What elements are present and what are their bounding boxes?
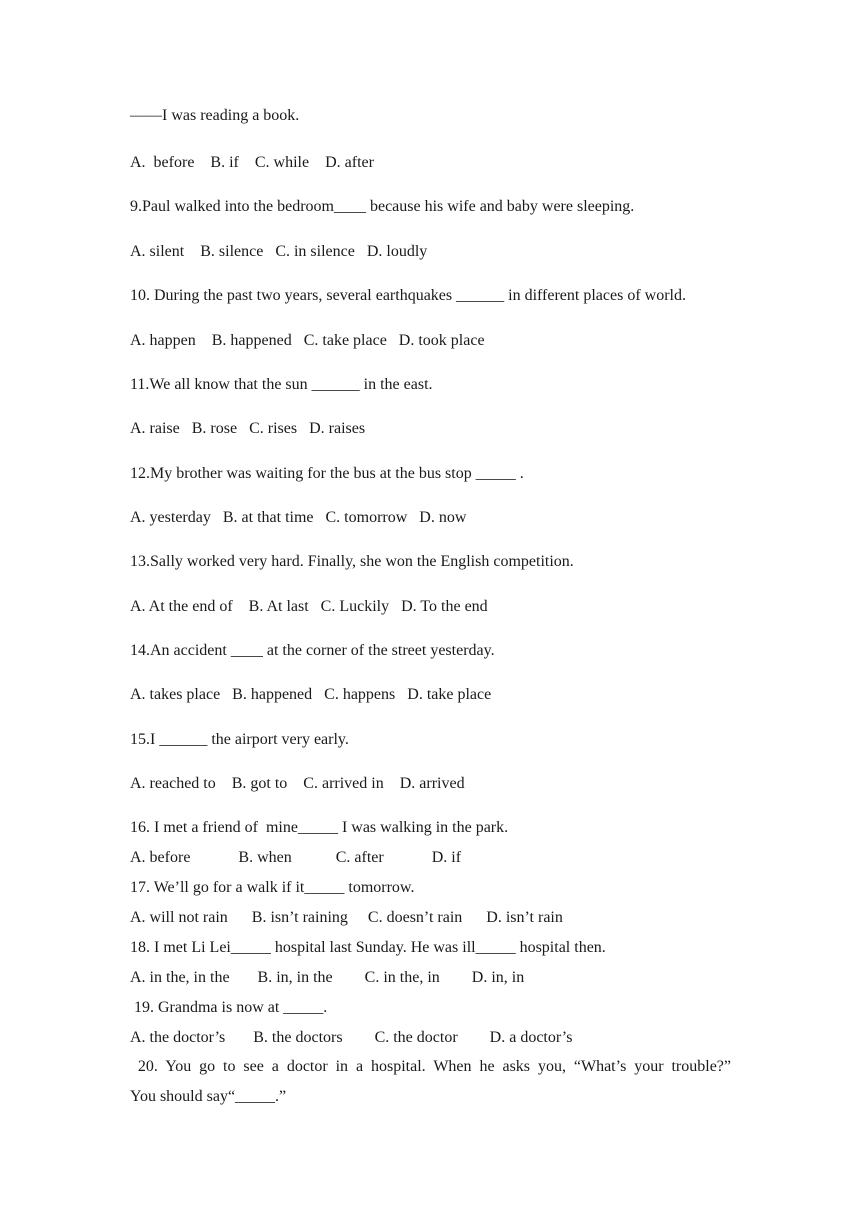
options-14: A. takes place B. happened C. happens D. take place — [130, 686, 492, 703]
question-18: 18. I met Li Lei_____ hospital last Sunday. He was ill_____ hospital then. — [130, 939, 606, 956]
question-12: 12.My brother was waiting for the bus at the bus stop _____ . — [130, 465, 524, 482]
question-20-continuation: You should say“_____.” — [130, 1088, 287, 1105]
question-10: 10. During the past two years, several earthquakes ______ in different places of world. — [130, 287, 686, 304]
options-13: A. At the end of B. At last C. Luckily D. To the end — [130, 598, 488, 615]
options-18: A. in the, in the B. in, in the C. in the, in D. in, in — [130, 969, 525, 986]
options-15: A. reached to B. got to C. arrived in D. arrived — [130, 775, 465, 792]
options-19: A. the doctor’s B. the doctors C. the doctor D. a doctor’s — [130, 1029, 573, 1046]
answer-line: ——I was reading a book. — [130, 107, 300, 124]
options-10: A. happen B. happened C. take place D. took place — [130, 332, 485, 349]
options-line: A. before B. if C. while D. after — [130, 154, 374, 171]
question-9: 9.Paul walked into the bedroom____ because his wife and baby were sleeping. — [130, 198, 635, 215]
question-11: 11.We all know that the sun ______ in the east. — [130, 376, 433, 393]
options-9: A. silent B. silence C. in silence D. loudly — [130, 243, 428, 260]
options-17: A. will not rain B. isn’t raining C. doesn’t rain D. isn’t rain — [130, 909, 563, 926]
options-12: A. yesterday B. at that time C. tomorrow D. now — [130, 509, 467, 526]
options-16: A. before B. when C. after D. if — [130, 849, 462, 866]
question-15: 15.I ______ the airport very early. — [130, 731, 349, 748]
question-16: 16. I met a friend of mine_____ I was walking in the park. — [130, 819, 509, 836]
options-11: A. raise B. rose C. rises D. raises — [130, 420, 366, 437]
question-19: 19. Grandma is now at _____. — [130, 999, 328, 1016]
question-17: 17. We’ll go for a walk if it_____ tomorrow. — [130, 879, 415, 896]
question-20: 20. You go to see a doctor in a hospital. When he asks you, “What’s your trouble?” — [130, 1058, 731, 1075]
question-13: 13.Sally worked very hard. Finally, she won the English competition. — [130, 553, 574, 570]
question-14: 14.An accident ____ at the corner of the street yesterday. — [130, 642, 495, 659]
